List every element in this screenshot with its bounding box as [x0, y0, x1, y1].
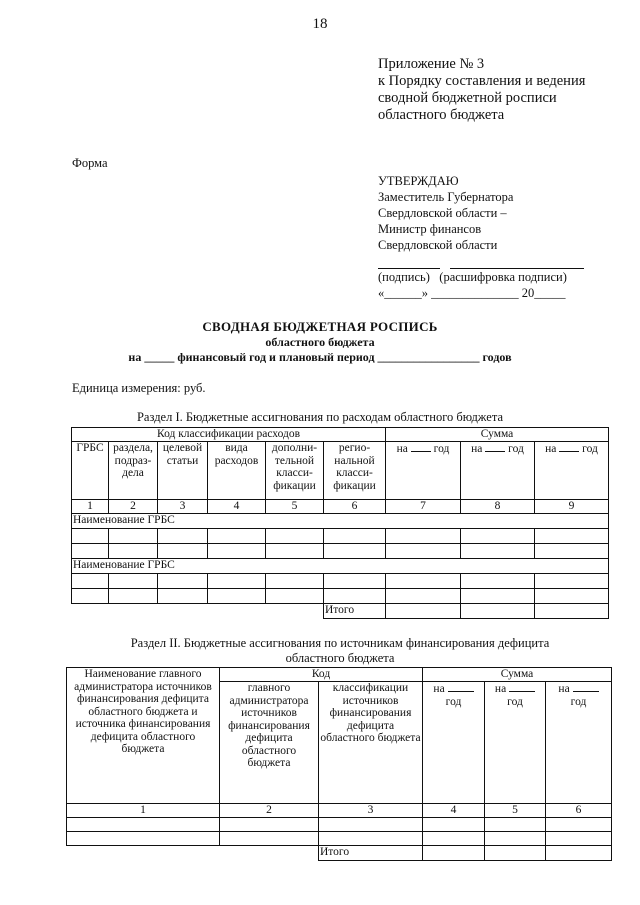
form-label: Форма — [72, 156, 108, 170]
col-number: 7 — [386, 500, 461, 514]
approval-line: Заместитель Губернатора — [378, 190, 514, 204]
signature-lines — [378, 257, 584, 269]
col-number: 9 — [535, 500, 609, 514]
table-row — [67, 818, 612, 832]
col-number: 4 — [423, 804, 485, 818]
units-label: Единица измерения: руб. — [72, 381, 206, 395]
date-line: «______» ______________ 20_____ — [378, 286, 566, 300]
col-grbs: ГРБС — [72, 442, 109, 500]
appendix-line: сводной бюджетной росписи — [378, 90, 557, 106]
col-type: вида расходов — [208, 442, 266, 500]
table-row — [72, 574, 609, 589]
col-year: на год — [535, 442, 609, 500]
section2-table — [66, 667, 612, 861]
appendix-line: областного бюджета — [378, 107, 505, 123]
col-number: 1 — [72, 500, 109, 514]
col-number: 1 — [67, 804, 220, 818]
total-label: Итого — [319, 846, 423, 861]
col-number: 5 — [485, 804, 546, 818]
total-label: Итого — [324, 604, 386, 619]
col-regional: регио-нальной класси-фикации — [324, 442, 386, 500]
table-row — [72, 589, 609, 604]
approval-line: Министр финансов — [378, 222, 482, 236]
decode-label: (расшифровка подписи) — [439, 270, 567, 284]
column-number-row — [72, 500, 609, 514]
document-period: на _____ финансовый год и плановый период _________________ годов — [128, 350, 512, 364]
col-year: на год — [485, 682, 546, 804]
col-number: 3 — [158, 500, 208, 514]
section2-heading-line: Раздел II. Бюджетные ассигнования по источникам финансирования дефицита — [130, 636, 550, 650]
section1-table — [71, 427, 609, 619]
col-number: 8 — [461, 500, 535, 514]
table-row — [72, 544, 609, 559]
table-row — [72, 529, 609, 544]
column-number-row — [67, 804, 612, 818]
appendix-block — [378, 56, 585, 124]
approval-line: Свердловской области – — [378, 206, 507, 220]
section2-heading — [60, 636, 620, 666]
col-section: раздела, подраз-дела — [109, 442, 158, 500]
sum-header: Сумма — [423, 668, 612, 682]
table-row — [67, 832, 612, 846]
col-number: 5 — [266, 500, 324, 514]
sum-header: Сумма — [386, 428, 609, 442]
col-number: 2 — [109, 500, 158, 514]
col-year: на год — [386, 442, 461, 500]
code-header: Код — [220, 668, 423, 682]
col-number: 4 — [208, 500, 266, 514]
approval-heading: УТВЕРЖДАЮ — [378, 174, 459, 188]
col-year: на год — [546, 682, 612, 804]
code-header: Код классификации расходов — [72, 428, 386, 442]
col-admin: Наименование главного администратора источников финансирования дефицита областного бюджета и источника финансирования дефицита областного бюджета — [67, 668, 220, 804]
page-number: 18 — [312, 16, 328, 32]
col-classification: классификации источников финансирования дефицита областного бюджета — [319, 682, 423, 804]
col-target: целевой статьи — [158, 442, 208, 500]
col-number: 3 — [319, 804, 423, 818]
col-number: 2 — [220, 804, 319, 818]
appendix-line: к Порядку составления и ведения — [378, 73, 586, 89]
section2-heading-line: областного бюджета — [285, 651, 395, 665]
signature-label: (подпись) — [378, 270, 430, 284]
col-year: на год — [461, 442, 535, 500]
approval-line: Свердловской области — [378, 238, 498, 252]
document-title: СВОДНАЯ БЮДЖЕТНАЯ РОСПИСЬ — [202, 319, 438, 334]
appendix-line: Приложение № 3 — [378, 56, 485, 72]
grbs-name-row: Наименование ГРБС — [72, 514, 609, 529]
col-number: 6 — [324, 500, 386, 514]
col-year: на год — [423, 682, 485, 804]
decode-line — [450, 260, 584, 269]
col-main-admin: главного администратора источников финансирования дефицита областного бюджета — [220, 682, 319, 804]
col-number: 6 — [546, 804, 612, 818]
col-additional: дополни-тельной класси-фикации — [266, 442, 324, 500]
document-subtitle: областного бюджета — [265, 335, 375, 349]
grbs-name-row: Наименование ГРБС — [72, 559, 609, 574]
approval-block — [378, 173, 584, 301]
signature-labels — [378, 269, 584, 285]
signature-line — [378, 260, 440, 269]
section1-heading: Раздел I. Бюджетные ассигнования по расходам областного бюджета — [136, 410, 503, 424]
